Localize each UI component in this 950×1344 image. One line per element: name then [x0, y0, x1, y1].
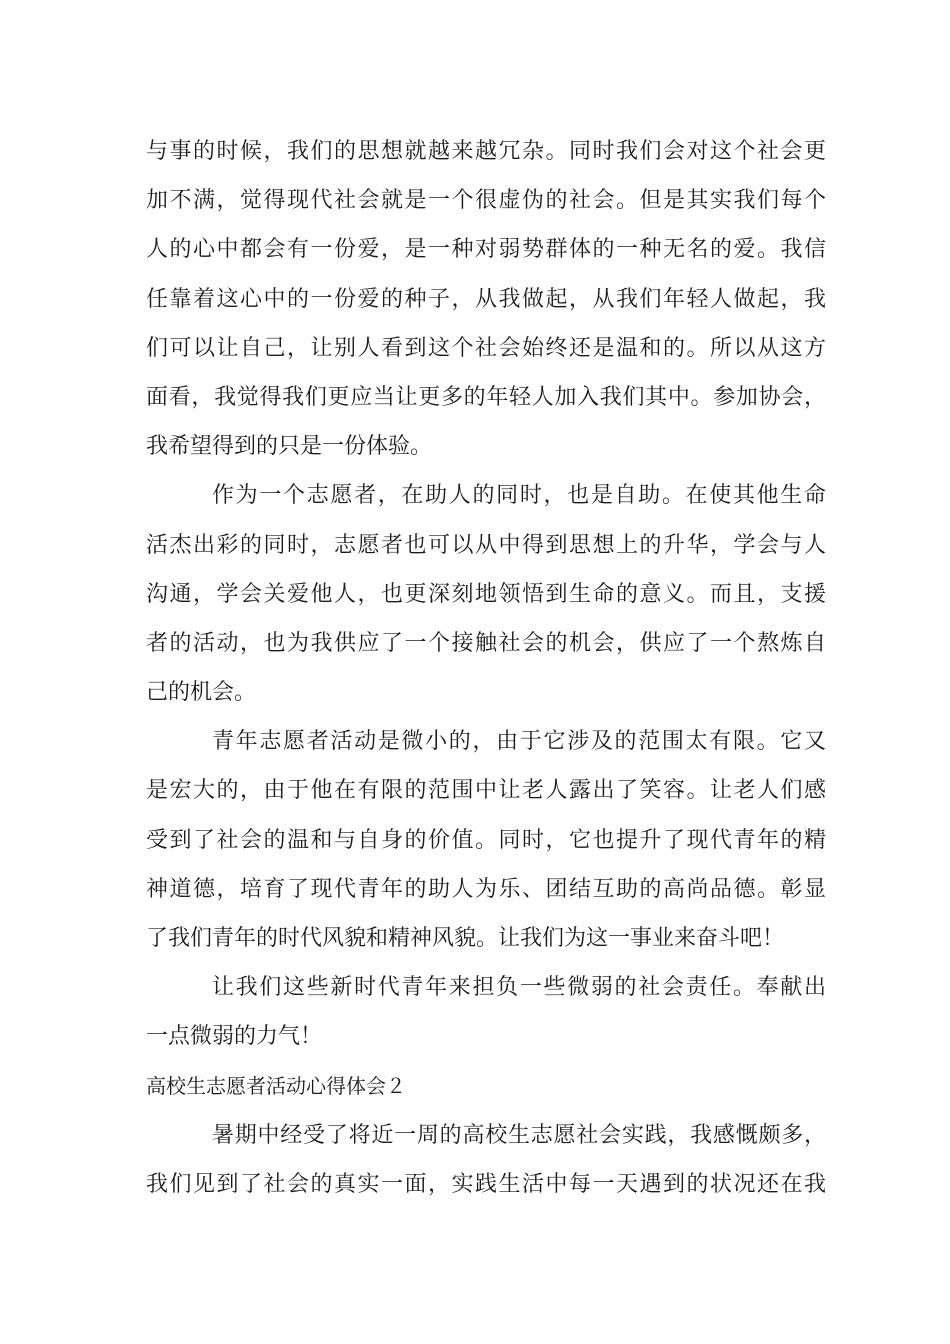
text-line: 沟通，学会关爱他人，也更深刻地领悟到生命的意义。而且，支援 [146, 581, 826, 607]
text-line: 面看，我觉得我们更应当让更多的年轻人加入我们其中。参加协会， [146, 384, 826, 410]
text-line: 们可以让自己，让别人看到这个社会始终还是温和的。所以从这方 [146, 335, 826, 361]
text-line: 活杰出彩的同时，志愿者也可以从中得到思想上的升华，学会与人 [146, 532, 826, 558]
text-line: 任靠着这心中的一份爱的种子，从我做起，从我们年轻人做起，我 [146, 286, 826, 312]
text-line: 一点微弱的力气！ [146, 1024, 323, 1050]
text-line: 我希望得到的只是一份体验。 [146, 434, 433, 460]
text-line: 人的心中都会有一份爱，是一种对弱势群体的一种无名的爱。我信 [146, 237, 826, 263]
text-line: 了我们青年的时代风貌和精神风貌。让我们为这一事业来奋斗吧！ [146, 926, 785, 951]
text-line: 己的机会。 [146, 680, 257, 706]
text-line: 神道德，培育了现代青年的助人为乐、团结互助的高尚品德。彰显 [146, 876, 826, 902]
text-line: 是宏大的，由于他在有限的范围中让老人露出了笑容。让老人们感 [146, 778, 826, 804]
paragraph-first-line: 作为一个志愿者，在助人的同时，也是自助。在使其他生命 [212, 483, 826, 509]
text-line: 者的活动，也为我供应了一个接触社会的机会，供应了一个熬炼自 [146, 630, 826, 656]
text-line: 受到了社会的温和与自身的价值。同时，它也提升了现代青年的精 [146, 827, 826, 853]
paragraph-first-line: 青年志愿者活动是微小的，由于它涉及的范围太有限。它又 [212, 729, 826, 755]
text-line: 加不满，觉得现代社会就是一个很虚伪的社会。但是其实我们每个 [146, 188, 826, 214]
section-heading: 高校生志愿者活动心得体会２ [146, 1073, 406, 1098]
text-line: 与事的时候，我们的思想就越来越冗杂。同时我们会对这个社会更 [146, 139, 826, 164]
paragraph-first-line: 暑期中经受了将近一周的高校生志愿社会实践，我感慨颇多， [212, 1122, 826, 1148]
paragraph-first-line: 让我们这些新时代青年来担负一些微弱的社会责任。奉献出 [212, 975, 826, 1001]
document-body [146, 127, 826, 1209]
text-line: 我们见到了社会的真实一面，实践生活中每一天遇到的状况还在我 [146, 1171, 826, 1197]
